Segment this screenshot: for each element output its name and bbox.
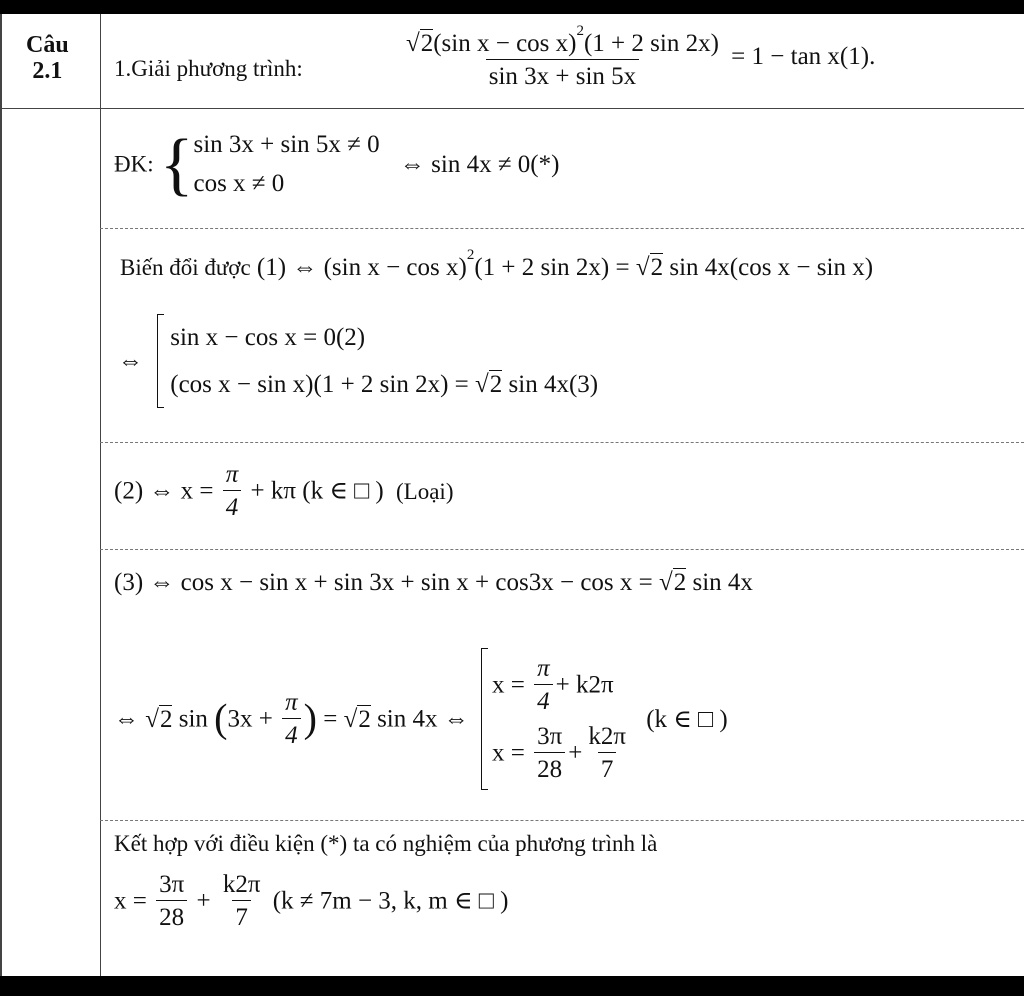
- case-2-solution: (2) ⇔ x = $\frac{\pi}{4}$ + kπ (k ∈ □ ) (Loại): [114, 461, 454, 521]
- equation-fraction: $\frac{√2(\sin x - \cos x)^2(1 + 2 \sin 2x)}{\sin 3x + \sin 5x}$: [406, 23, 719, 90]
- condition-line-1: sin 3x + sin 5x ≠ 0: [193, 131, 380, 158]
- row-divider: [100, 820, 1024, 821]
- solution-domain: (k ∈ □ ): [646, 705, 728, 733]
- transform-intro: Biến đổi được: [120, 255, 251, 280]
- transform-line: Biến đổi được (1) ⇔ (sin x − cos x)$^2$(1 + 2 sin 2x) = √2 sin 4x(cos x − sin x): [120, 247, 874, 281]
- row-divider: [100, 549, 1024, 550]
- case-3-expansion: (3) ⇔ cos x − sin x + sin 3x + sin x + cos3x − cos x = √2 sin 4x: [114, 569, 753, 596]
- table-column-divider: [100, 14, 101, 976]
- condition-line-2: cos x ≠ 0: [193, 170, 285, 197]
- problem-title: 1.Giải phương trình:: [114, 56, 303, 81]
- solution-2: x = $\frac{3\pi}{28}$ + $\frac{k2\pi}{7}$: [492, 723, 626, 783]
- question-number: 2.1: [32, 58, 63, 85]
- question-word: Câu: [26, 32, 69, 58]
- case-3-solution: ⇔ √2 sin (3x + $\frac{\pi}{4}$ ) = √2 sin 4x ⇔ x = $\frac{\pi}{4}$ + k2π x = $\frac{3\pi}{28}$ + $\frac{k2\pi}{7}$ (k ∈ □ ): [114, 648, 728, 790]
- row-divider: [100, 228, 1024, 229]
- condition-row: ĐK: { sin 3x + sin 5x ≠ 0 cos x ≠ 0 ⇔ sin 4x ≠ 0(*): [114, 125, 560, 203]
- row-divider: [100, 442, 1024, 443]
- solution-1: x = $\frac{\pi}{4}$ + k2π: [492, 655, 614, 715]
- problem-equation: $\frac{√2(\sin x - \cos x)^2(1 + 2 \sin 2x)}{\sin 3x + \sin 5x}$ = 1 − tan x(1).: [400, 24, 875, 89]
- case-2-equation: (cos x − sin x)(1 + 2 sin 2x) = √2 sin 4x(3): [170, 371, 599, 398]
- question-label: [26, 32, 69, 85]
- final-answer: x = $\frac{3\pi}{28}$ + $\frac{k2\pi}{7}$ (k ≠ 7m − 3, k, m ∈ □ ): [114, 871, 509, 931]
- table-left-border: [0, 14, 2, 976]
- condition-label: ĐK:: [114, 151, 154, 177]
- conclusion-text: Kết hợp với điều kiện (*) ta có nghiệm của phương trình là: [114, 831, 658, 856]
- header-row-divider: [0, 108, 1024, 109]
- case-split: ⇔ sin x − cos x = 0(2) (cos x − sin x)(1 + 2 sin 2x) = √2 sin 4x(3): [118, 314, 598, 408]
- solution-sheet: [0, 14, 1024, 976]
- condition-result: ⇔ sin 4x ≠ 0(*): [399, 150, 560, 178]
- rejected-note: (Loại): [396, 478, 454, 504]
- case-1-equation: sin x − cos x = 0(2): [170, 324, 366, 351]
